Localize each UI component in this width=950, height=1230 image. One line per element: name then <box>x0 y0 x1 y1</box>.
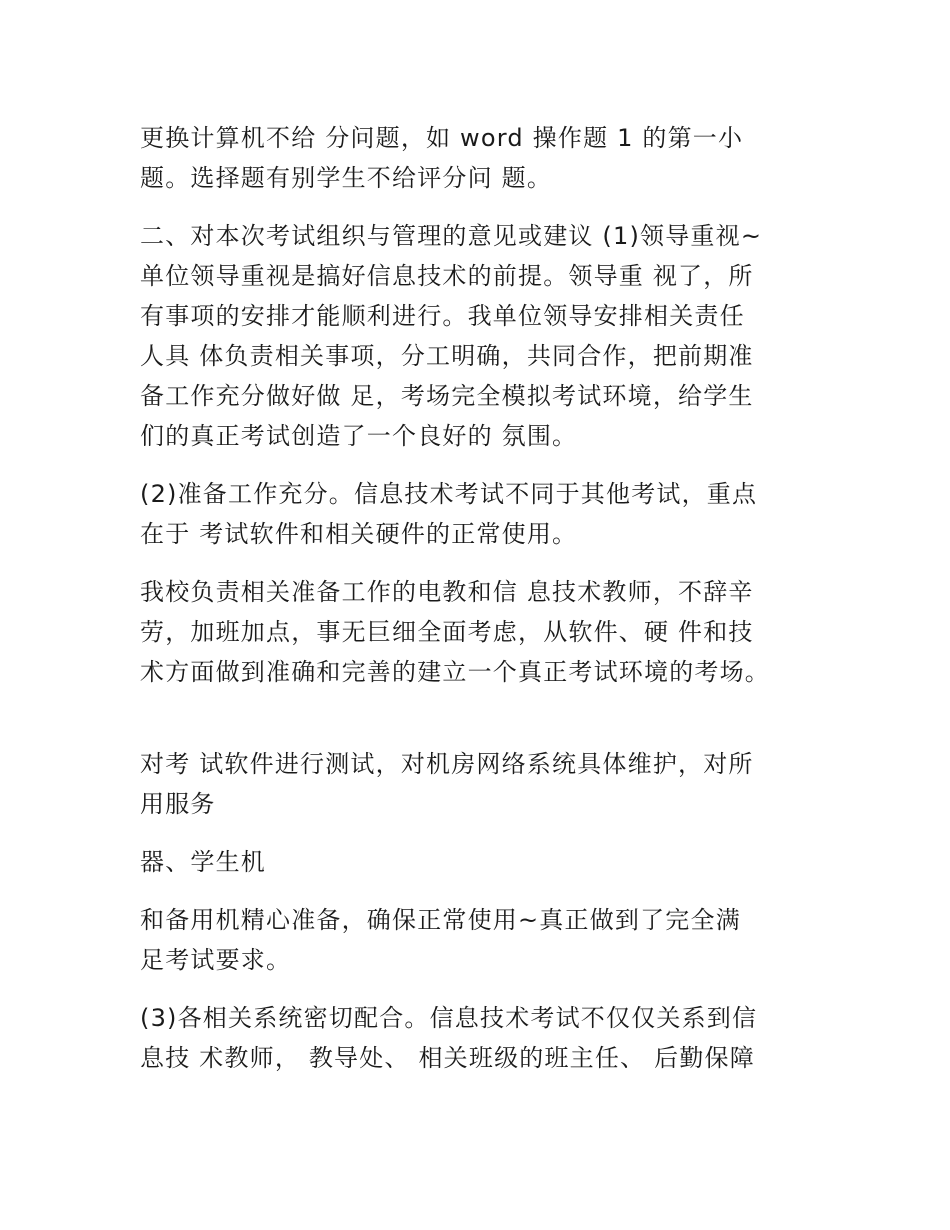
text-line: 们的真正考试创造了一个良好的 氛围。 <box>140 422 578 450</box>
text-line: 备工作充分做好做 足，考场完全模拟考试环境，给学生 <box>140 382 754 410</box>
paragraph-4 <box>140 572 810 692</box>
paragraph-3 <box>140 474 810 554</box>
text-line: 对考 试软件进行测试，对机房网络系统具体维护，对所 <box>140 750 754 778</box>
text-line: 更换计算机不给 分问题，如 word 操作题 1 的第一小 <box>140 124 744 152</box>
text-line: 息技 术教师， 教导处、 相关班级的班主任、 后勤保障 <box>140 1044 755 1072</box>
paragraph-8 <box>140 998 810 1078</box>
text-line: 足考试要求。 <box>140 946 292 974</box>
text-line: 题。选择题有别学生不给评分问 题。 <box>140 164 553 192</box>
paragraph-5 <box>140 744 810 824</box>
text-line: 术方面做到准确和完善的建立一个真正考试环境的考场。 <box>140 658 770 686</box>
text-line: (2)准备工作充分。信息技术考试不同于其他考试，重点 <box>140 480 758 508</box>
text-line: 人具 体负责相关事项，分工明确，共同合作，把前期准 <box>140 342 754 370</box>
text-line: (3)各相关系统密切配合。信息技术考试不仅仅关系到信 <box>140 1004 758 1032</box>
text-line: 劳，加班加点，事无巨细全面考虑，从软件、硬 件和技 <box>140 618 754 646</box>
paragraph-6 <box>140 842 810 882</box>
document-body <box>140 118 810 1096</box>
paragraph-2 <box>140 216 810 456</box>
paragraph-7 <box>140 900 810 980</box>
text-line: 用服务 <box>140 790 216 818</box>
text-line: 在于 考试软件和相关硬件的正常使用。 <box>140 520 578 548</box>
text-line: 单位领导重视是搞好信息技术的前提。领导重 视了，所 <box>140 262 754 290</box>
text-line: 有事项的安排才能顺利进行。我单位领导安排相关责任 <box>140 302 745 330</box>
text-line: 和备用机精心准备，确保正常使用~真正做到了完全满 <box>140 906 741 934</box>
text-line: 二、对本次考试组织与管理的意见或建议 (1)领导重视~ <box>140 222 763 250</box>
text-line: 我校负责相关准备工作的电教和信 息技术教师，不辞辛 <box>140 578 754 606</box>
paragraph-1 <box>140 118 810 198</box>
text-line: 器、学生机 <box>140 848 266 876</box>
